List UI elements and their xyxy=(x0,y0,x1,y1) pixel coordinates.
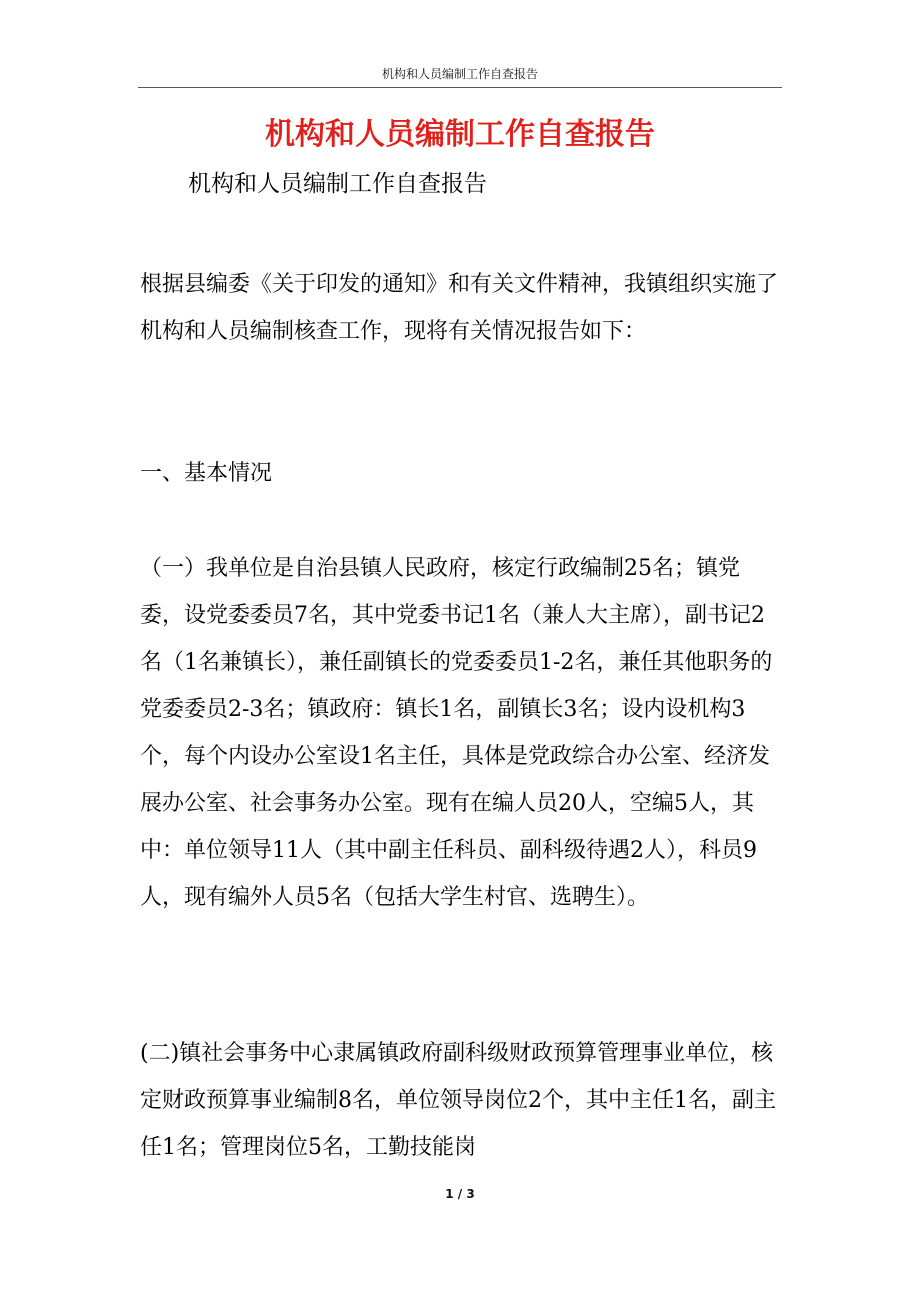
document-subtitle: 机构和人员编制工作自查报告 xyxy=(188,171,487,197)
paragraph-item-1: （一）我单位是自治县镇人民政府，核定行政编制25名；镇党委，设党委委员7名，其中党委书记1名（兼人大主席），副书记2名（1名兼镇长），兼任副镇长的党委委员1-2名，兼任其他职务的党委委员2-3名；镇政府：镇长1名，副镇长3名；设内设机构3个，每个内设办公室设1名主任，具体是党政综合办公室、经济发展办公室、社会事务办公室。现有在编人员20人，空编5人，其中：单位领导11人（其中副主任科员、副科级待遇2人），科员9人，现有编外人员5名（包括大学生村官、选聘生）。 xyxy=(140,556,773,910)
header-divider xyxy=(138,87,782,88)
running-header: 机构和人员编制工作自查报告 xyxy=(381,67,538,81)
intro-paragraph: 根据县编委《关于印发的通知》和有关文件精神，我镇组织实施了机构和人员编制核查工作，现将有关情况报告如下： xyxy=(140,272,779,344)
paragraph-item-2: (二)镇社会事务中心隶属镇政府副科级财政预算管理事业单位，核定财政预算事业编制8名，单位领导岗位2个，其中主任1名，副主任1名；管理岗位5名，工勤技能岗 xyxy=(140,1041,776,1160)
document-title: 机构和人员编制工作自查报告 xyxy=(265,117,655,152)
page-number: 1 / 3 xyxy=(445,1187,475,1201)
section-heading-basic-info: 一、基本情况 xyxy=(140,461,273,486)
